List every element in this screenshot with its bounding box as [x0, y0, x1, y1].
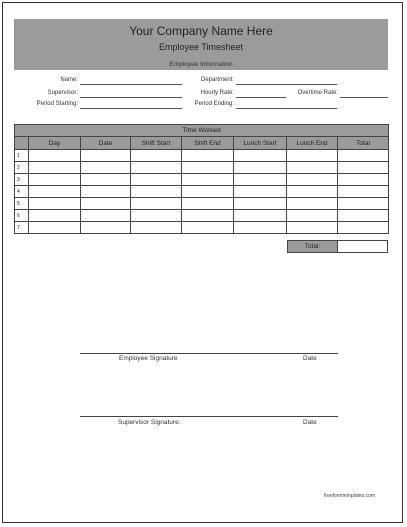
- table-row: [15, 162, 389, 174]
- lunch-end-cell[interactable]: [287, 210, 338, 222]
- lunch-start-cell[interactable]: [234, 174, 287, 186]
- day-cell[interactable]: [29, 150, 81, 162]
- lunch-end-cell[interactable]: [287, 174, 338, 186]
- total-cell[interactable]: [338, 198, 389, 210]
- date-cell[interactable]: [81, 162, 131, 174]
- date-cell[interactable]: [81, 174, 131, 186]
- date-cell[interactable]: [81, 186, 131, 198]
- time-worked-header: Time Worked: [15, 125, 389, 137]
- period-ending-field[interactable]: [236, 108, 337, 109]
- total-cell[interactable]: [338, 162, 389, 174]
- total-cell[interactable]: [338, 174, 389, 186]
- period-starting-label: Period Starting:: [36, 101, 78, 107]
- row-number: 3: [15, 174, 29, 186]
- supervisor-field[interactable]: [80, 97, 182, 98]
- name-field[interactable]: [80, 84, 182, 85]
- employee-date-label: Date: [303, 355, 317, 362]
- total-cell[interactable]: [338, 186, 389, 198]
- day-cell[interactable]: [29, 222, 81, 234]
- day-cell[interactable]: [29, 210, 81, 222]
- grand-total-field[interactable]: [337, 240, 388, 253]
- shift-start-cell[interactable]: [131, 186, 182, 198]
- column-header-day: Day: [29, 137, 81, 150]
- department-field[interactable]: [236, 84, 337, 85]
- shift-start-cell[interactable]: [131, 222, 182, 234]
- column-header-total: Total: [338, 137, 389, 150]
- table-row: [15, 198, 389, 210]
- employee-signature-label: Employee Signature: [119, 355, 178, 362]
- lunch-start-cell[interactable]: [234, 150, 287, 162]
- hourly-rate-field[interactable]: [236, 97, 286, 98]
- date-cell[interactable]: [81, 222, 131, 234]
- shift-end-cell[interactable]: [182, 222, 234, 234]
- table-row: [15, 210, 389, 222]
- lunch-start-cell[interactable]: [234, 210, 287, 222]
- employee-signature-line[interactable]: [80, 353, 338, 354]
- employee-info-title: Employee Information: [169, 61, 233, 68]
- shift-start-cell[interactable]: [131, 210, 182, 222]
- lunch-end-cell[interactable]: [287, 150, 338, 162]
- row-number: 5: [15, 198, 29, 210]
- row-number: 4: [15, 186, 29, 198]
- shift-end-cell[interactable]: [182, 186, 234, 198]
- day-cell[interactable]: [29, 186, 81, 198]
- column-header-shift-end: Shift End: [182, 137, 234, 150]
- lunch-end-cell[interactable]: [287, 162, 338, 174]
- period-starting-field[interactable]: [80, 108, 182, 109]
- time-worked-table: [14, 124, 389, 234]
- table-row: [15, 186, 389, 198]
- shift-end-cell[interactable]: [182, 174, 234, 186]
- supervisor-signature-label: Supervisor Signature:: [118, 419, 181, 426]
- supervisor-date-label: Date: [303, 419, 317, 426]
- lunch-start-cell[interactable]: [234, 162, 287, 174]
- table-row: [15, 174, 389, 186]
- day-cell[interactable]: [29, 174, 81, 186]
- total-label: Total:: [287, 240, 338, 253]
- name-label: Name:: [60, 77, 78, 83]
- row-number: 2: [15, 162, 29, 174]
- total-cell[interactable]: [338, 222, 389, 234]
- lunch-start-cell[interactable]: [234, 222, 287, 234]
- lunch-end-cell[interactable]: [287, 222, 338, 234]
- lunch-end-cell[interactable]: [287, 186, 338, 198]
- date-cell[interactable]: [81, 150, 131, 162]
- table-row: [15, 222, 389, 234]
- department-label: Department:: [200, 77, 234, 83]
- column-header-lunch-end: Lunch End: [287, 137, 338, 150]
- lunch-start-cell[interactable]: [234, 186, 287, 198]
- document-title: Employee Timesheet: [158, 42, 244, 52]
- total-cell[interactable]: [338, 210, 389, 222]
- supervisor-label: Supervisor:: [47, 90, 78, 96]
- lunch-start-cell[interactable]: [234, 198, 287, 210]
- lunch-end-cell[interactable]: [287, 198, 338, 210]
- total-cell[interactable]: [338, 150, 389, 162]
- column-header-date: Date: [81, 137, 131, 150]
- period-ending-label: Period Ending:: [194, 101, 234, 107]
- column-header-lunch-start: Lunch Start: [234, 137, 287, 150]
- row-number-header: [15, 137, 29, 150]
- shift-start-cell[interactable]: [131, 150, 182, 162]
- date-cell[interactable]: [81, 210, 131, 222]
- overtime-rate-field[interactable]: [340, 97, 388, 98]
- day-cell[interactable]: [29, 198, 81, 210]
- shift-start-cell[interactable]: [131, 162, 182, 174]
- row-number: 6: [15, 210, 29, 222]
- shift-end-cell[interactable]: [182, 150, 234, 162]
- shift-end-cell[interactable]: [182, 162, 234, 174]
- footer-credit: freeformtemplates.com: [323, 493, 375, 499]
- day-cell[interactable]: [29, 162, 81, 174]
- row-number: 1: [15, 150, 29, 162]
- shift-start-cell[interactable]: [131, 174, 182, 186]
- hourly-rate-label: Hourly Rate:: [200, 90, 234, 96]
- shift-start-cell[interactable]: [131, 198, 182, 210]
- company-name: Your Company Name Here: [129, 24, 273, 38]
- shift-end-cell[interactable]: [182, 198, 234, 210]
- column-header-shift-start: Shift Start: [131, 137, 182, 150]
- supervisor-signature-line[interactable]: [80, 416, 338, 417]
- overtime-rate-label: Overtime Rate:: [297, 90, 338, 96]
- date-cell[interactable]: [81, 198, 131, 210]
- row-number: 7: [15, 222, 29, 234]
- table-row: [15, 150, 389, 162]
- shift-end-cell[interactable]: [182, 210, 234, 222]
